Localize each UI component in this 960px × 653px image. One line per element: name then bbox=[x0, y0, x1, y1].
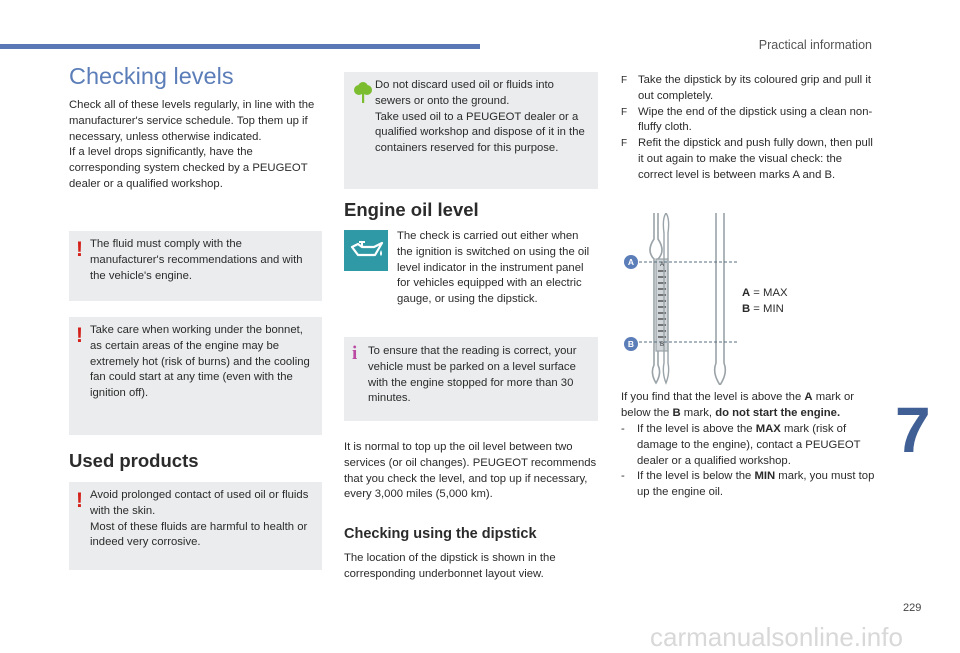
step-text: Take the dipstick by its coloured grip and pull it out completely. bbox=[638, 74, 871, 102]
step-text: Wipe the end of the dipstick using a clean non-fluffy cloth. bbox=[638, 105, 873, 134]
bullet-key: MIN bbox=[754, 470, 776, 483]
watermark: carmanualsonline.info bbox=[650, 622, 903, 652]
info-box-level bbox=[344, 337, 598, 421]
step-text: Refit the dipstick and push fully down, then pull it out again to make the visual check: the correct level is between marks A and B. bbox=[638, 137, 873, 181]
environment-text-2: Take used oil to a PEUGEOT dealer or a qualified workshop and dispose of it in the containers reserved for this purpose. bbox=[375, 110, 585, 155]
environment-text-1: Do not discard used oil or fluids into sewers or onto the ground. bbox=[375, 79, 554, 107]
step-item bbox=[621, 105, 877, 137]
tree-icon bbox=[353, 82, 373, 104]
used-text-1: Avoid prolonged contact of used oil or fluids with the skin. bbox=[90, 489, 309, 517]
oil-check-text bbox=[397, 229, 597, 308]
environment-note-box bbox=[344, 72, 598, 189]
marker-b-label: B bbox=[627, 339, 635, 349]
dipstick-diagram bbox=[620, 213, 750, 385]
warning-icon: ! bbox=[76, 489, 83, 512]
used-products-heading: Used products bbox=[69, 450, 199, 471]
page-number: 229 bbox=[903, 602, 922, 614]
warning-text-fluid: The fluid must comply with the manufacturer's recommendations and with the vehicle's engine. bbox=[90, 238, 303, 282]
oil-warning-icon bbox=[344, 230, 388, 271]
result-strong: do not start the engine. bbox=[715, 406, 841, 419]
step-marker-icon: F bbox=[621, 75, 628, 86]
marker-a-label: A bbox=[627, 257, 635, 267]
warning-box-fluid bbox=[69, 231, 322, 301]
page-title: Checking levels bbox=[69, 63, 234, 89]
stick-b-label: B bbox=[659, 342, 665, 348]
result-bullet bbox=[621, 422, 877, 469]
legend-a-key: A bbox=[742, 287, 751, 299]
dipstick-location-text bbox=[344, 551, 598, 583]
intro-paragraph-2: If a level drops significantly, have the corresponding system checked by a PEUGEOT dealer or a qualified workshop. bbox=[69, 146, 308, 190]
bullet-text: mark (risk of damage to the engine), contact a PEUGEOT dealer or a qualified workshop. bbox=[637, 423, 861, 467]
bullet-text: If the level is above the bbox=[637, 423, 756, 435]
used-text-2: Most of these fluids are harmful to health or indeed very corrosive. bbox=[90, 520, 308, 549]
engine-oil-heading: Engine oil level bbox=[344, 199, 479, 220]
normal-topup-text bbox=[344, 440, 598, 503]
level-result-text bbox=[621, 390, 877, 422]
intro-paragraph-1: Check all of these levels regularly, in line with the manufacturer's service schedule. Top them up if necessary, unless otherwise indicated. bbox=[69, 99, 315, 143]
bullet-text: mark, you must top up the engine oil. bbox=[637, 470, 875, 499]
legend-a-value: = MAX bbox=[750, 287, 788, 299]
info-text-level: To ensure that the reading is correct, your vehicle must be parked on a level surface with the engine stopped for more than 30 minutes. bbox=[368, 345, 577, 405]
result-text: mark or below the bbox=[621, 391, 854, 419]
section-title: Practical information bbox=[758, 38, 872, 52]
result-bullet bbox=[621, 469, 877, 501]
result-text: mark, bbox=[680, 406, 716, 419]
bullet-text: If the level is below the bbox=[637, 470, 755, 483]
warning-icon: ! bbox=[76, 324, 83, 347]
result-a: A bbox=[804, 391, 813, 403]
warning-box-bonnet bbox=[69, 317, 322, 435]
diagram-legend bbox=[742, 286, 822, 318]
info-icon: i bbox=[352, 343, 358, 364]
level-result-bullets bbox=[621, 422, 877, 501]
chapter-number: 7 bbox=[895, 394, 931, 466]
step-item bbox=[621, 136, 877, 183]
stick-a-label: A bbox=[659, 262, 665, 268]
oil-check-paragraph: The check is carried out either when the ignition is switched on using the oil level indicator in the instrument panel for vehicles equipped with an electric gauge, or using the dipstick. bbox=[397, 230, 590, 306]
step-marker-icon: F bbox=[621, 138, 628, 150]
result-text: If you find that the level is above the bbox=[621, 391, 805, 403]
dipstick-heading: Checking using the dipstick bbox=[344, 526, 537, 542]
legend-b-key: B bbox=[742, 302, 751, 315]
warning-icon: ! bbox=[76, 238, 83, 261]
step-marker-icon: F bbox=[621, 106, 628, 118]
warning-text-bonnet: Take care when working under the bonnet, as certain areas of the engine may be extremely hot (risk of burns) and the cooling fan could start at any time (even with the ignition off). bbox=[90, 324, 310, 400]
bullet-key: MAX bbox=[755, 423, 781, 435]
header-bar bbox=[0, 44, 480, 49]
dash-marker: - bbox=[621, 470, 625, 483]
result-b: B bbox=[672, 406, 681, 419]
dash-marker: - bbox=[621, 423, 625, 435]
warning-box-used bbox=[69, 482, 322, 570]
legend-b-value: = MIN bbox=[750, 302, 784, 315]
intro-text bbox=[69, 98, 325, 193]
step-item bbox=[621, 73, 877, 105]
dipstick-location-paragraph: The location of the dipstick is shown in the corresponding underbonnet layout view. bbox=[344, 552, 556, 580]
normal-topup-paragraph: It is normal to top up the oil level between two services (or oil changes). PEUGEOT recommends that you check the level, and top up if necessary, every 3,000 miles (5,000 km). bbox=[344, 441, 597, 501]
dipstick-steps bbox=[621, 73, 877, 184]
